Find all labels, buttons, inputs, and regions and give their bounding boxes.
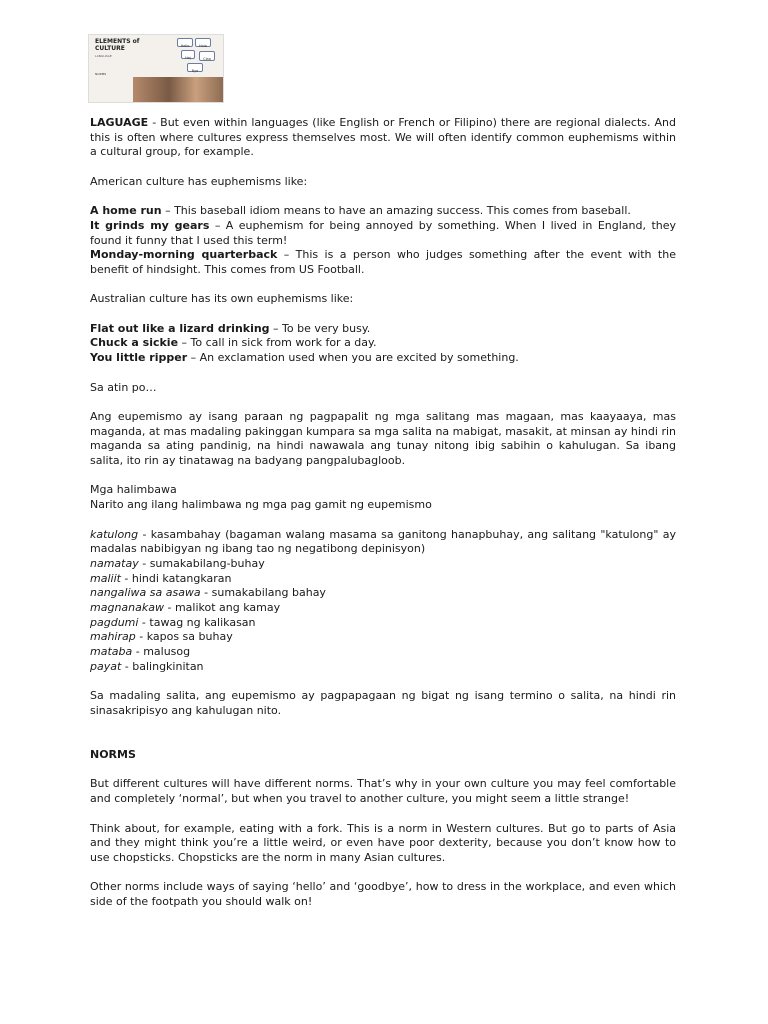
eupemismo-definition-paragraph: Ang eupemismo ay isang paraan ng pagpapalit ng mga salitang mas magaan, mas kaayaaya, mas maganda, at mas madaling pakinggan kumpara sa mga salita na mabigat, masakit, at minsan ay hindi rin maganda sa ating pandinig, na hindi nawawala ang tunay nitong ibig sabihin o kahulugan. Sa ibang salita, ito rin ay tinatawag na badyang pangpalubagloob. [90, 409, 676, 468]
eupemismo-summary: Sa madaling salita, ang eupemismo ay pagpapagaan ng bigat ng isang termino o salita, na hindi rin sinasakripisyo ang kahulugan nito. [90, 689, 676, 717]
thumbnail-title-line1: ELEMENTS of [95, 38, 140, 45]
norms-heading: NORMS [90, 748, 136, 762]
speech-bubble: Ciao [199, 51, 215, 61]
euphemism-term: Chuck a sickie [90, 336, 179, 350]
american-intro: American culture has euphemisms like: [90, 174, 308, 188]
euphemism-term: Flat out like a lizard drinking [90, 321, 270, 335]
example-definition: - kasambahay (bagaman walang masama sa ganitong hanapbuhay, ang salitang "katulong" ay madalas nabibigyan ng ibang tao ng negatibong depinisyon) [90, 527, 676, 556]
list-item [90, 616, 676, 631]
example-term: katulong [90, 527, 139, 541]
list-item [90, 645, 676, 660]
list-item [90, 586, 676, 601]
american-euphemism-list [90, 204, 676, 278]
elements-of-culture-image [88, 34, 224, 103]
euphemism-definition: – A euphemism for being annoyed by something. When I lived in England, they found it funny that I used this term! [90, 218, 677, 247]
norms-paragraph-2: Think about, for example, eating with a fork. This is a norm in Western cultures. But go to parts of Asia and they might think you’re a little weird, or even have poor dexterity, because you don’t know how to use chopsticks. Chopsticks are the norm in many Asian cultures. [90, 821, 676, 864]
section-spacer [90, 733, 676, 748]
example-definition: - malusog [132, 645, 191, 659]
australian-euphemism-list [90, 322, 676, 366]
euphemism-definition: – This is a person who judges something after the event with the benefit of hindsight. This comes from US Football. [90, 248, 676, 276]
thumbnail-subtitle: LANGUAGE [95, 54, 112, 58]
thumbnail-photo [133, 77, 223, 102]
list-item [90, 204, 676, 219]
document-body [90, 116, 676, 924]
example-definition: - sumakabilang bahay [200, 586, 326, 600]
language-intro-text: - But even within languages (like English or French or Filipino) there are regional dialects. And this is often where cultures express themselves most. We will often identify common euphemisms within a cultural group, for example. [90, 116, 676, 159]
speech-bubble: Hello [177, 38, 193, 47]
list-item [90, 660, 676, 675]
eupemismo-example-list [90, 528, 676, 675]
list-item [90, 336, 676, 351]
euphemism-definition: – An exclamation used when you are excited by something. [187, 351, 519, 365]
example-term: maliit [90, 571, 121, 585]
norms-paragraph-1: But different cultures will have different norms. That’s why in your own culture you may feel comfortable and completely ‘normal’, but when you travel to another culture, you might seem a little strange! [90, 777, 676, 806]
australian-intro: Australian culture has its own euphemisms like: [90, 292, 354, 306]
example-term: pagdumi [90, 615, 139, 629]
euphemism-definition: – To call in sick from work for a day. [178, 336, 377, 350]
example-term: mataba [90, 645, 133, 659]
example-definition: - malikot ang kamay [163, 601, 281, 615]
example-definition: - hindi katangkaran [120, 571, 232, 585]
example-term: namatay [90, 556, 139, 570]
list-item [90, 630, 676, 645]
example-definition: - sumakabilang-buhay [138, 556, 265, 570]
euphemism-definition: – This baseball idiom means to have an amazing success. This comes from baseball. [161, 204, 631, 218]
euphemism-term: Monday-morning quarterback [90, 248, 278, 262]
norms-paragraph-3: Other norms include ways of saying ‘hello’ and ‘goodbye’, how to dress in the workplace, and even which side of the footpath you should walk on! [90, 880, 676, 909]
speech-bubble: Bye [187, 63, 203, 72]
list-item [90, 601, 676, 616]
list-item [90, 322, 676, 337]
halimbawa-block [90, 483, 676, 512]
language-heading: LAGUAGE [90, 116, 149, 129]
euphemism-term: You little ripper [90, 351, 188, 365]
list-item [90, 248, 676, 277]
euphemism-term: It grinds my gears [90, 218, 210, 232]
halimbawa-intro: Narito ang ilang halimbawa ng mga pag gamit ng eupemismo [90, 498, 432, 512]
speech-bubble: Hola [195, 38, 211, 47]
example-definition: - balingkinitan [121, 659, 204, 673]
thumbnail-norms-label: NORMS [95, 72, 107, 76]
list-item [90, 219, 676, 248]
language-intro-paragraph [90, 116, 676, 160]
list-item [90, 351, 676, 366]
thumbnail-title [95, 39, 139, 52]
speech-bubble: Hej [181, 50, 195, 59]
euphemism-definition: – To be very busy. [269, 321, 371, 335]
list-item [90, 528, 676, 557]
example-definition: - kapos sa buhay [135, 630, 233, 644]
example-definition: - tawag ng kalikasan [138, 615, 256, 629]
thumbnail-title-line2: CULTURE [95, 44, 125, 52]
example-term: magnanakaw [90, 601, 164, 615]
sa-atin-line: Sa atin po… [90, 380, 157, 394]
list-item [90, 557, 676, 572]
list-item [90, 572, 676, 587]
halimbawa-title: Mga halimbawa [90, 483, 177, 497]
example-term: payat [90, 659, 122, 673]
euphemism-term: A home run [90, 204, 162, 218]
example-term: nangaliwa sa asawa [90, 586, 201, 600]
example-term: mahirap [90, 630, 136, 644]
